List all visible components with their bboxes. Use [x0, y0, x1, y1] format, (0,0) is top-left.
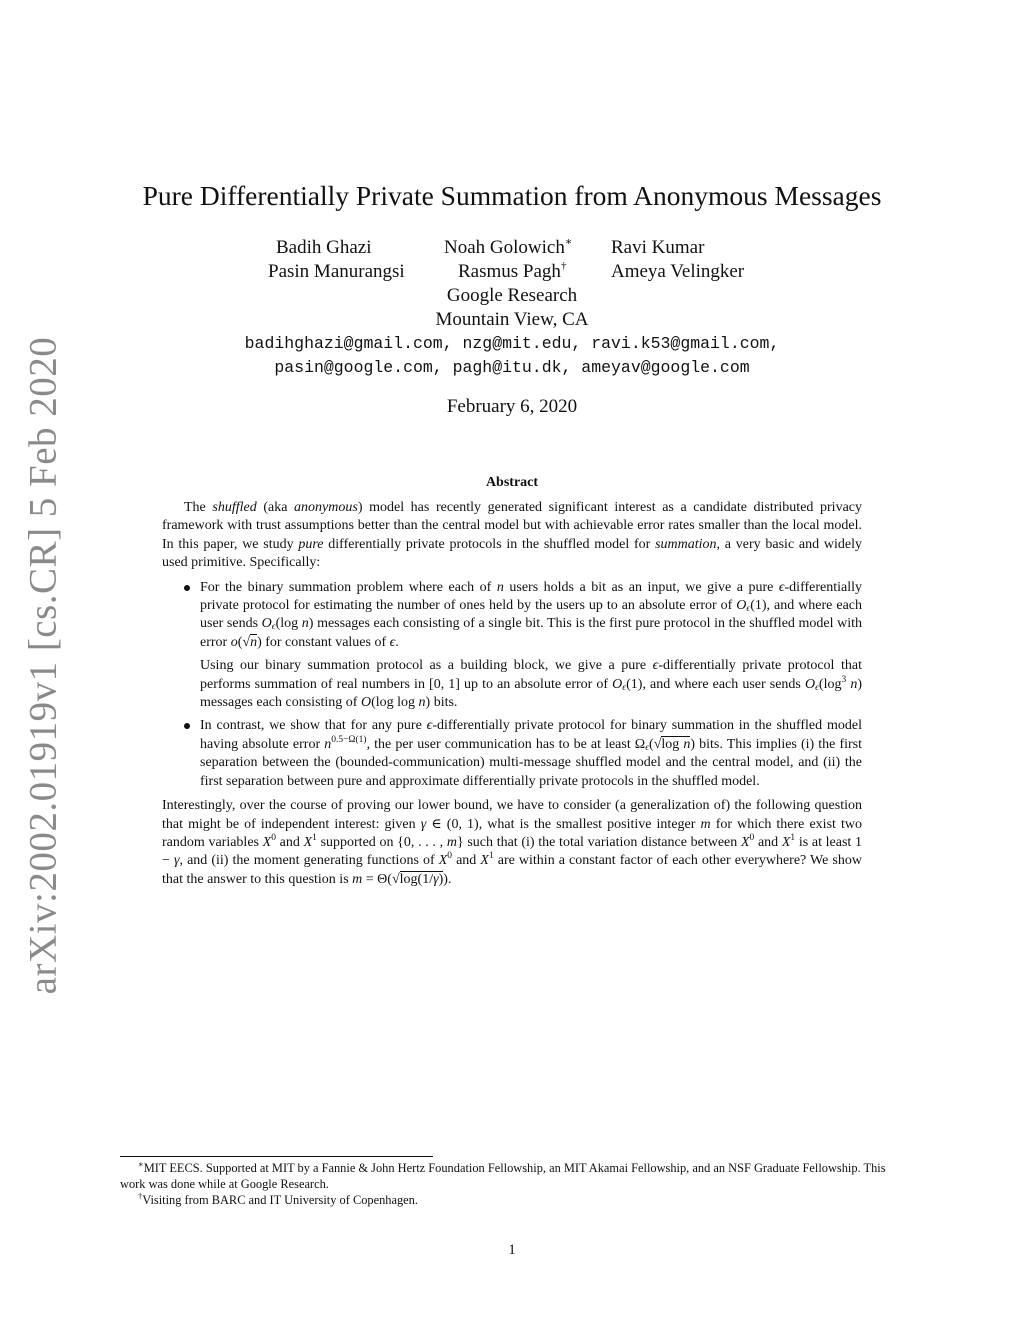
abstract-intro-paragraph: The shuffled (aka anonymous) model has recently generated significant interest as a candidate distributed privacy framework with trust assumptions better than the central model but with achievable error rates smaller than the local model. In this paper, we study pure differentially private protocols in the shuffled model for summation, a very basic and widely used primitive. Specifically: — [162, 500, 862, 571]
abstract-body — [162, 499, 862, 889]
affiliation-org: Google Research — [446, 285, 578, 306]
footnote-marker: ∗ — [564, 236, 573, 248]
arxiv-side-stamp — [18, 336, 68, 994]
author-emails-line-2: pasin@google.com, pagh@itu.dk, ameyav@google.com — [274, 358, 750, 377]
page-number: 1 — [508, 1242, 516, 1258]
list-item: In contrast, we show that for any pure ϵ-differentially private protocol for binary summation in the shuffled model having absolute error $n^{0.5-\Omega(1)}$, the per user communication has to be at least $\Omega_\epsilon(√\log$ n) bits. This implies (i) the first separation between the (bounded-communication) multi-message shuffled model and the central model, and (ii) the first separation between pure and approximate differentially private protocols in the shuffled model. — [162, 717, 862, 791]
abstract-closing-paragraph: Interestingly, over the course of proving our lower bound, we have to consider (a generalization of) the following question that might be of independent interest: given γ ∈ (0, 1), what is the smallest positive integer m for which there exist two random variables $X^0$ and $X^1$ supported on {0, . . . , m} such that (i) the total variation distance between $X^0$ and $X^1$ is at least 1 − γ, and (ii) the moment generating functions of $X^0$ and $X^1$ are within a constant factor of each other everywhere? We show that the answer to this question is m = Θ(√log(1/γ)). — [162, 798, 863, 887]
author-name: Ravi Kumar — [611, 237, 705, 258]
paper-date: February 6, 2020 — [446, 396, 578, 417]
footnote-1: ∗MIT EECS. Supported at MIT by a Fannie & John Hertz Foundation Fellowship, an MIT Akamai Fellowship, and an NSF Graduate Fellowship. This work was done while at Google Research. — [120, 1159, 886, 1191]
footnote-marker: † — [560, 260, 567, 272]
abstract-heading: Abstract — [485, 475, 539, 490]
footnotes — [120, 1160, 906, 1208]
author-name: Ameya Velingker — [611, 261, 745, 282]
footnote-divider — [120, 1156, 433, 1157]
paper-title: Pure Differentially Private Summation from Anonymous Messages — [142, 180, 882, 211]
author-emails-line-1: badihghazi@gmail.com, nzg@mit.edu, ravi.k53@gmail.com, — [244, 334, 780, 353]
author-name: Pasin Manurangsi — [268, 261, 405, 282]
footnote-2: †Visiting from BARC and IT University of Copenhagen. — [138, 1191, 418, 1207]
affiliation-location: Mountain View, CA — [435, 309, 589, 330]
author-name: Noah Golowich∗ — [444, 236, 573, 258]
author-name: Badih Ghazi — [276, 237, 372, 258]
contribution-list — [162, 579, 862, 791]
arxiv-identifier: arXiv:2002.01919v1 [cs.CR] 5 Feb 2020 — [21, 336, 65, 994]
author-name: Rasmus Pagh† — [458, 260, 567, 282]
list-item: For the binary summation problem where each of n users holds a bit as an input, we give a pure ϵ-differentially private protocol for estimating the number of ones held by the users up to an absolute error of $O_\epsilon(1)$, and where each user sends $O_\epsilon(\log$ n) messages each consisting of a single bit. This is the first pure protocol in the shuffled model with error o(√n) for constant values of ϵ. Using our binary summation protocol as a building block, we give a pure ϵ-differentially private protocol that performs summation of real numbers in [0, 1] up to an absolute error of $O_\epsilon(1)$, and where each user sends $O_\epsilon(\log^3$ n) messages each consisting of O(log log n) bits. — [162, 579, 862, 713]
